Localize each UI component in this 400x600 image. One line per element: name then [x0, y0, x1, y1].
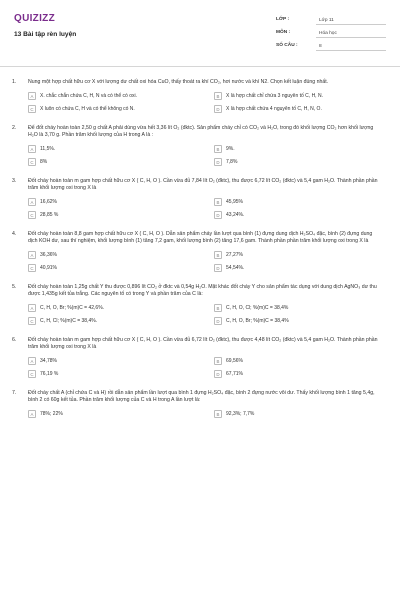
answer-options: [28, 145, 382, 166]
option-a[interactable]: [28, 145, 196, 153]
option-a[interactable]: [28, 304, 196, 312]
option-text: 34,78%: [40, 357, 57, 364]
option-letter: B: [214, 304, 222, 312]
question-body: [28, 390, 382, 418]
option-b[interactable]: [214, 145, 382, 153]
option-text: 69,56%: [226, 357, 243, 364]
option-text: X luôn có chứa C, H và có thể không có N.: [40, 105, 135, 112]
option-text: 9%.: [226, 145, 235, 152]
option-letter: D: [214, 317, 222, 325]
meta-label: LỚP :: [276, 17, 290, 23]
option-letter: A: [28, 357, 36, 365]
meta-label: SỐ CÂU :: [276, 43, 298, 49]
question-number: 4.: [12, 230, 17, 237]
option-a[interactable]: [28, 357, 196, 365]
option-c[interactable]: [28, 211, 196, 219]
option-text: X là hợp chất chỉ chứa 3 nguyên tố C, H, N.: [226, 92, 323, 99]
option-text: X. chắc chắn chứa C, H, N và có thể có oxi.: [40, 92, 138, 99]
option-text: 78%; 22%: [40, 410, 63, 417]
option-letter: C: [28, 105, 36, 113]
option-text: 16,62%: [40, 198, 57, 205]
option-letter: B: [214, 198, 222, 206]
question-text: Đốt cháy hoàn toàn m gam hợp chất hữu cơ X ( C, H, O ). Cần vừa đủ 6,72 lít O₂ (đktc), thu được 4,48 lít CO₂ (đktc) và 5,4 gam H₂O. Thành phần phần trăm khối lượng oxi trong X là: [28, 336, 378, 351]
option-text: 54,54%.: [226, 264, 245, 271]
meta-value: 8: [316, 42, 386, 51]
option-letter: B: [214, 251, 222, 259]
option-text: 7,8%: [226, 158, 238, 165]
option-text: C, H, O, Br; %(m)C = 38,4%: [226, 317, 289, 324]
option-d[interactable]: [214, 105, 382, 113]
option-b[interactable]: [214, 198, 382, 206]
option-text: 43,24%.: [226, 211, 245, 218]
question-6: [12, 337, 382, 378]
option-text: C, H, O, Br; %(m)C = 42,6%.: [40, 304, 105, 311]
option-text: X là hợp chất chứa 4 nguyên tố C, H, N, O.: [226, 105, 322, 112]
question-text: Đốt cháy hoàn toàn m gam hợp chất hữu cơ X ( C, H, O ). Cần vừa đủ 7,84 lít O₂ (đktc), thu được 6,72 lít CO₂ (đktc) và 5,4 gam H₂O. Thành phần phần trăm khối lượng oxi trong X là: [28, 177, 378, 192]
question-7: [12, 390, 382, 418]
meta-subject: [276, 27, 386, 40]
question-text: Đốt cháy hoàn toàn 8,8 gam hợp chất hữu cơ X ( C, H, O ). Dẫn sản phẩm cháy lần lượt qua bình (1) đựng dung dịch H₂SO₄ đặc, bình (2) đựng dung dịch KOH dư, sau thí nghiệm, khối lượng bình (1) tăng 7,2 gam, khối lượng bình (2) tăng 17,6 gam. Thành phần phần trăm khối lượng oxi trong X là: [28, 230, 373, 245]
option-letter: D: [214, 158, 222, 166]
option-letter: B: [214, 410, 222, 418]
question-number: 6.: [12, 336, 17, 343]
question-4: [12, 231, 382, 272]
question-number: 3.: [12, 177, 17, 184]
question-5: [12, 284, 382, 325]
option-c[interactable]: [28, 158, 196, 166]
question-body: [28, 337, 382, 378]
answer-options: [28, 198, 382, 219]
question-text: Để đốt cháy hoàn toàn 2,50 g chất A phải dùng vừa hết 3,36 lít O₂ (đktc). Sản phẩm cháy chỉ có CO₂ và H₂O, trong đó khối lượng CO₂ hơn khối lượng H₂O là 3,70 g. Phần trăm khối lượng của H trong A là :: [28, 124, 374, 139]
question-1: [12, 79, 382, 113]
question-body: [28, 284, 382, 325]
option-letter: C: [28, 211, 36, 219]
option-text: 76,19 %: [40, 370, 59, 377]
option-text: 11,5%.: [40, 145, 56, 152]
option-text: 8%: [40, 158, 48, 165]
option-letter: A: [28, 304, 36, 312]
question-number: 1.: [12, 79, 17, 85]
quizizz-logo: QUIZIZZ: [14, 13, 55, 24]
option-letter: C: [28, 158, 36, 166]
option-letter: C: [28, 317, 36, 325]
question-text: Đốt cháy chất A (chỉ chứa C và H) rồi dẫn sản phẩm lần lượt qua bình 1 đựng H₂SO₄ đặc, bình 2 đựng nước vôi dư. Thấy khối lượng bình 1 tăng 5,4g, bình 2 có 60g kết tủa. Phần trăm khối lượng của C và H trong A lần lượt là:: [28, 389, 375, 404]
option-b[interactable]: [214, 92, 382, 100]
option-b[interactable]: [214, 357, 382, 365]
option-letter: A: [28, 410, 36, 418]
option-d[interactable]: [214, 370, 382, 378]
option-letter: C: [28, 370, 36, 378]
option-d[interactable]: [214, 211, 382, 219]
question-2: [12, 125, 382, 166]
option-letter: A: [28, 251, 36, 259]
option-c[interactable]: [28, 264, 196, 272]
option-a[interactable]: [28, 251, 196, 259]
option-text: 27,27%: [226, 251, 243, 258]
document-title: 13 Bài tập rèn luyện: [14, 31, 77, 38]
question-text: Đốt cháy hoàn toàn 1,25g chất Y thu được 0,896 lít CO₂ ở đktc và 0,54g H₂O. Mặt khác đốt cháy Y cho sản phẩm tác dụng với dung dịch AgNO₃ dư thu được 1,435g kết tủa trắng. Các nguyên tố có trong Y và phần trăm của C là:: [28, 283, 377, 298]
option-text: 92,3%; 7,7%: [226, 410, 255, 417]
question-body: [28, 178, 382, 219]
option-text: 67,71%: [226, 370, 243, 377]
option-letter: D: [214, 264, 222, 272]
option-b[interactable]: [214, 410, 382, 418]
option-letter: B: [214, 145, 222, 153]
option-c[interactable]: [28, 105, 196, 113]
option-letter: A: [28, 145, 36, 153]
option-b[interactable]: [214, 251, 382, 259]
option-text: 45,95%: [226, 198, 243, 205]
page-header: [0, 0, 400, 66]
meta-value: Lớp 11: [316, 16, 386, 25]
option-text: 28,85 %: [40, 211, 59, 218]
option-letter: A: [28, 198, 36, 206]
option-letter: B: [214, 92, 222, 100]
option-d[interactable]: [214, 264, 382, 272]
question-body: [28, 79, 382, 113]
question-body: [28, 125, 382, 166]
option-letter: D: [214, 370, 222, 378]
worksheet-meta: [276, 14, 386, 53]
option-d[interactable]: [214, 158, 382, 166]
option-c[interactable]: [28, 370, 196, 378]
option-letter: D: [214, 105, 222, 113]
option-b[interactable]: [214, 304, 382, 312]
answer-options: [28, 410, 382, 418]
option-a[interactable]: [28, 92, 196, 100]
option-text: C, H, O, Cl; %(m)C = 38,4%: [226, 304, 289, 311]
option-c[interactable]: [28, 317, 196, 325]
meta-class: [276, 14, 386, 27]
option-text: C, H, Cl; %(m)C = 38,4%.: [40, 317, 98, 324]
question-text: Nung một hợp chất hữu cơ X với lượng dư chất oxi hóa CuO, thấy thoát ra khí CO₂, hơi nước và khí N2. Chọn kết luận đúng nhất.: [28, 79, 329, 85]
question-number: 2.: [12, 124, 17, 131]
option-a[interactable]: [28, 410, 196, 418]
question-number: 7.: [12, 389, 17, 396]
option-letter: C: [28, 264, 36, 272]
answer-options: [28, 251, 382, 272]
option-text: 40,91%: [40, 264, 57, 271]
option-letter: A: [28, 92, 36, 100]
option-letter: B: [214, 357, 222, 365]
question-3: [12, 178, 382, 219]
option-text: 36,36%: [40, 251, 57, 258]
question-list: [0, 67, 400, 418]
option-a[interactable]: [28, 198, 196, 206]
answer-options: [28, 357, 382, 378]
meta-label: MÔN :: [276, 30, 291, 36]
answer-options: [28, 304, 382, 325]
option-d[interactable]: [214, 317, 382, 325]
answer-options: [28, 92, 382, 113]
question-number: 5.: [12, 283, 17, 290]
question-body: [28, 231, 382, 272]
meta-value: Hóa học: [316, 29, 386, 38]
meta-question-count: [276, 40, 386, 53]
option-letter: D: [214, 211, 222, 219]
